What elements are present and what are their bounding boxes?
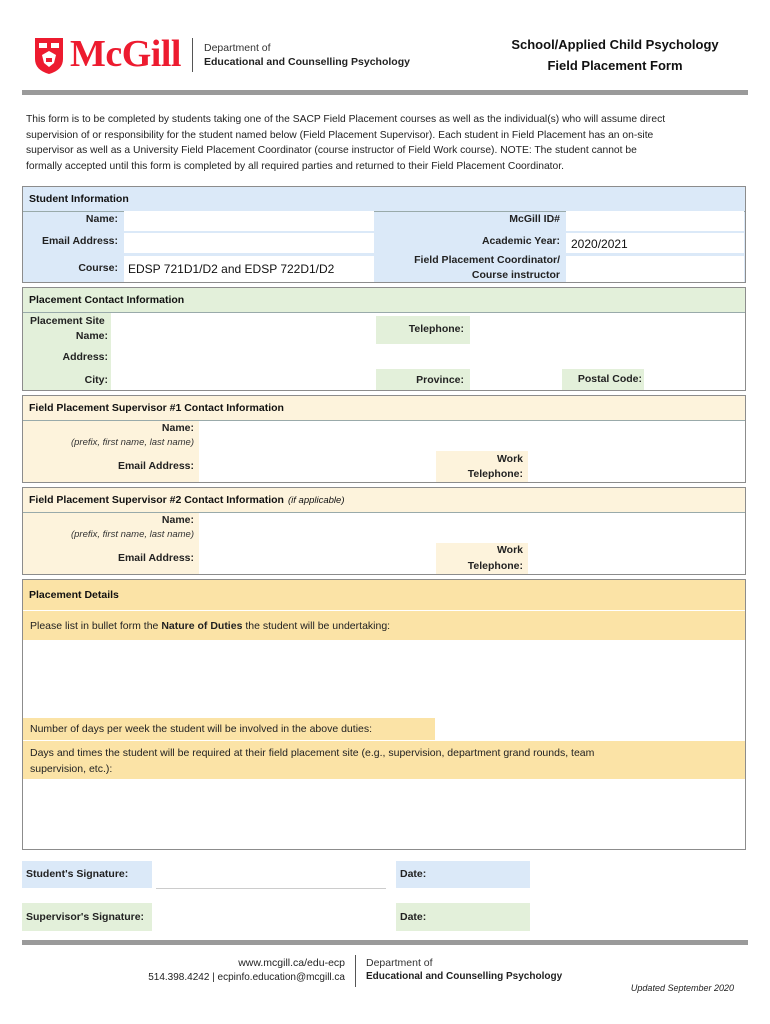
footer-dept-line2: Educational and Counselling Psychology [366,971,563,982]
supervisor2-heading [23,488,745,513]
supervisor1-telephone-field[interactable] [530,451,744,482]
updated-note: Updated September 2020 [630,983,734,993]
header-dept-line1: Department of [204,42,271,54]
supervisor1-email-label: Email Address: [117,460,194,472]
intro-line-3: supervisor as well as a University Field Placement Coordinator (course instructor of Field Work course). NOTE: The student cannot be [26,145,637,156]
student-course-label: Course: [78,262,118,274]
supervisor1-name-field[interactable] [201,421,744,449]
placement-site-field[interactable] [114,315,374,343]
postal-code-label: Postal Code: [562,369,644,390]
placement-site-label-line2: Name: [75,330,108,342]
city-label: City: [84,374,108,386]
form-title-line1: School/Applied Child Psychology [511,37,719,52]
student-email-field[interactable] [124,233,374,253]
footer-dept-line1: Department of [366,957,433,969]
student-date-field[interactable] [534,861,744,888]
telephone-label: Telephone: [408,323,464,335]
academic-year-label: Academic Year: [481,235,560,247]
header-rule [22,90,748,95]
mcgill-wordmark: McGill [70,33,181,75]
telephone-field[interactable] [472,316,744,344]
intro-line-4: formally accepted until this form is completed by all required parties and returned to their Field Placement Coordinator. [26,160,564,172]
times-prompt-line2: supervision, etc.): [30,763,113,775]
student-course-value: EDSP 721D1/D2 and EDSP 722D1/D2 [128,262,335,276]
placement-details-heading: Placement Details [23,580,745,610]
student-heading: Student Information [23,187,745,212]
coordinator-field[interactable] [566,256,744,282]
intro-text [26,112,746,174]
city-field[interactable] [114,370,374,390]
supervisor-date-label: Date: [396,903,530,931]
supervisor-signature-field[interactable] [156,903,386,931]
duties-prompt-post: the student will be undertaking: [242,620,391,632]
mcgill-id-field[interactable] [566,211,744,231]
supervisor-date-field[interactable] [534,903,744,931]
supervisor2-telephone-field[interactable] [530,543,744,574]
days-field[interactable] [437,718,745,740]
duties-prompt-bold: Nature of Duties [161,620,243,632]
intro-line-2: supervision of or responsibility for the student named below (Field Placement Supervisor). Each student in Field Placement has an on-site [26,129,654,141]
supervisor1-name-hint: (prefix, first name, last name) [70,437,194,448]
address-field[interactable] [114,347,744,367]
postal-code-field[interactable] [644,369,744,390]
intro-line-1: This form is to be completed by students taking one of the SACP Field Placement courses as well as the individual(s) who will assume direct [26,114,666,125]
days-label: Number of days per week the student will be involved in the above duties: [30,723,373,735]
province-field[interactable] [472,369,560,390]
footer-rule [22,940,748,945]
supervisor2-email-field[interactable] [201,544,433,574]
supervisor2-work-label-line2: Telephone: [467,560,523,572]
header-dept-line2: Educational and Counselling Psychology [204,56,410,68]
duties-prompt [30,620,390,632]
footer-contact: 514.398.4242 | ecpinfo.education@mcgill.ca [148,972,345,983]
supervisor1-work-label-line1: Work [496,453,523,465]
footer-divider [355,955,356,987]
supervisor1-heading: Field Placement Supervisor #1 Contact Information [23,396,745,421]
province-label: Province: [416,374,464,386]
placement-site-label-line1: Placement Site [30,315,105,327]
mcgill-id-label: McGill ID# [509,213,560,225]
supervisor2-heading-note: (if applicable) [287,494,345,506]
coordinator-label-line1: Field Placement Coordinator/ [414,254,560,266]
times-textarea[interactable] [23,780,745,849]
coordinator-label-line2: Course instructor [471,269,560,281]
supervisor2-name-hint: (prefix, first name, last name) [70,529,194,540]
placement-contact-heading: Placement Contact Information [23,288,745,313]
duties-textarea[interactable] [23,641,745,717]
supervisor2-email-label: Email Address: [117,552,194,564]
student-signature-field[interactable] [156,861,386,889]
supervisor2-name-label: Name: [161,514,194,526]
header-divider [192,38,193,72]
address-label: Address: [62,351,108,363]
student-email-label: Email Address: [41,235,118,247]
student-name-label: Name: [85,213,118,225]
supervisor2-work-label-line1: Work [496,544,523,556]
times-prompt-line1: Days and times the student will be required at their field placement site (e.g., supervision, department grand rounds, team [30,747,595,759]
supervisor2-heading-text: Field Placement Supervisor #2 Contact Information [29,494,284,506]
supervisor1-name-label: Name: [161,422,194,434]
footer-web: www.mcgill.ca/edu-ecp [238,957,345,969]
form-title-line2: Field Placement Form [547,58,683,73]
supervisor1-email-field[interactable] [201,452,433,482]
supervisor-signature-label: Supervisor's Signature: [22,903,152,931]
duties-prompt-pre: Please list in bullet form the [30,620,162,632]
student-signature-label: Student's Signature: [22,861,152,888]
student-name-field[interactable] [124,211,374,231]
supervisor1-work-label-line2: Telephone: [467,468,523,480]
academic-year-value: 2020/2021 [571,237,628,251]
mcgill-crest-icon [34,37,64,75]
student-date-label: Date: [396,861,530,888]
supervisor2-name-field[interactable] [201,513,744,541]
